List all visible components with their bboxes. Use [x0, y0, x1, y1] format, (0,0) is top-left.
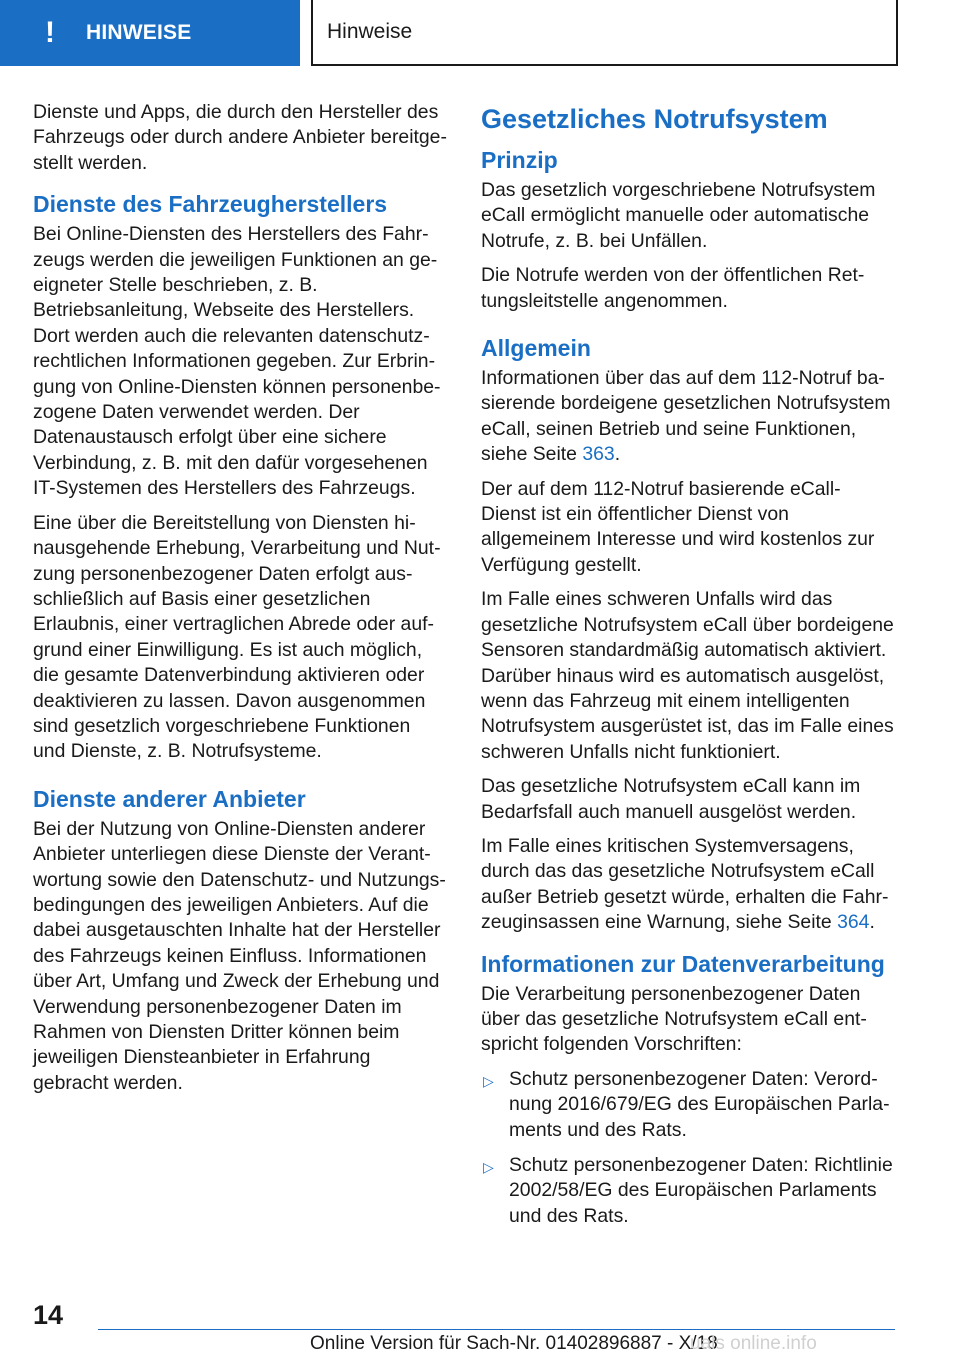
left-column	[33, 100, 447, 1105]
prinzip-paragraph-1: Das gesetzlich vorgeschriebene Notrufsystem eCall ermöglicht manuelle oder automatische Notrufe, z. B. bei Unfällen.	[481, 179, 876, 252]
list-item-text: Schutz personenbezogener Daten: Richtlinie 2002/58/EG des Europäischen Parlaments und des Rats.	[509, 1154, 893, 1227]
exclamation-icon: !	[45, 16, 55, 49]
page-link-363[interactable]: 363	[582, 443, 615, 466]
allgemein-paragraph-2: Der auf dem 112-Notruf basierende eCall-Dienst ist ein öffentlicher Dienst von allgemeinem Interesse und wird kostenlos zur Verfügung gestellt.	[481, 477, 875, 576]
subheading-prinzip: Prinzip	[481, 147, 558, 173]
header-section-tab	[0, 0, 300, 66]
footer-divider	[98, 1329, 895, 1330]
allgemein-paragraph-4: Das gesetzliche Notrufsystem eCall kann im Bedarfsfall auch manuell ausgelöst werden.	[481, 775, 861, 823]
regulation-list	[481, 1067, 895, 1229]
allgemein-paragraph-5-end: .	[869, 911, 875, 934]
manufacturer-services-paragraph-2: Eine über die Bereitstellung von Diensten hinausgehende Erhebung, Verarbeitung und Nutzung personenbezogener Daten erfolgt ausschließlich auf Basis einer gesetzlichen Erlaubnis, einer vertraglichen Abrede oder aufgrund einer Einwilligung. Es ist auch möglich, die gesamte Datenverbindung aktivieren oder deaktivieren zu lassen. Davon ausgenommen sind gesetzlich vorgeschriebene Funktionen und Dienste, z. B. Notrufsysteme.	[33, 511, 441, 763]
allgemein-paragraph-5-text: Im Falle eines kritischen Systemversagens, durch das das gesetzliche Notrufsystem eCall außer Betrieb gesetzt würde, erhalten die Fahrzeuginsassen eine Warnung, siehe Seite	[481, 834, 889, 934]
prinzip-paragraph-2: Die Notrufe werden von der öffentlichen Rettungsleitstelle angenommen.	[481, 264, 865, 312]
watermark: uals online.info	[690, 1333, 817, 1354]
allgemein-paragraph-1-text: Informationen über das auf dem 112-Notruf basierende bordeigene gesetzlichen Notrufsystem eCall, seinen Betrieb und seine Funktionen, siehe Seite	[481, 367, 891, 466]
header-page-title-box	[311, 0, 898, 66]
allgemein-paragraph-5	[481, 834, 895, 936]
subheading-data-processing: Informationen zur Datenverarbeitung	[481, 950, 885, 977]
intro-paragraph: Dienste und Apps, die durch den Hersteller des Fahrzeugs oder durch andere Anbieter bereitgestellt werden.	[33, 101, 447, 174]
main-heading-emergency-system: Gesetzliches Notrufsystem	[481, 104, 828, 134]
section-heading-third-party-services: Dienste anderer Anbieter	[33, 785, 306, 812]
header-page-label: Hinweise	[327, 20, 413, 43]
subheading-allgemein: Allgemein	[481, 335, 591, 362]
data-processing-paragraph: Die Verarbeitung personenbezogener Daten über das gesetzliche Notrufsystem eCall entspricht folgenden Vorschriften:	[481, 982, 867, 1056]
allgemein-paragraph-1	[481, 366, 895, 468]
header-section-label: HINWEISE	[86, 21, 192, 44]
list-item	[481, 1067, 895, 1143]
triangle-bullet-icon: ▷	[483, 1072, 494, 1089]
allgemein-paragraph-3: Im Falle eines schweren Unfalls wird das gesetzliche Notrufsystem eCall über bordeigene Sensoren standardmäßig automatisch aktiviert. Darüber hinaus wird es automatisch ausgelöst, wenn das Fahrzeug mit einem intelligenten Notrufsystem ausgerüstet ist, das im Falle eines schweren Unfalls nicht funktioniert.	[481, 588, 894, 763]
allgemein-paragraph-1-end: .	[614, 443, 621, 466]
page-link-364[interactable]: 364	[837, 911, 870, 934]
page-number: 14	[33, 1300, 64, 1330]
list-item	[481, 1153, 895, 1229]
triangle-bullet-icon: ▷	[483, 1159, 494, 1175]
right-column	[481, 100, 895, 1239]
list-item-text: Schutz personenbezogener Daten: Verordnung 2016/679/EG des Europäischen Parlaments und des Rats.	[509, 1067, 890, 1141]
section-heading-manufacturer-services: Dienste des Fahrzeugherstellers	[33, 191, 388, 218]
third-party-services-paragraph: Bei der Nutzung von Online-Diensten anderer Anbieter unterliegen diese Dienste der Verantwortung sowie den Datenschutz- und Nutzungsbedingungen des jeweiligen Anbieters. Auf die dabei ausgetauschten Inhalte hat der Hersteller des Fahrzeugs keinen Einfluss. Informationen über Art, Umfang und Zweck der Erhebung und Verwendung personenbezogener Daten im Rahmen von Diensten Dritter können beim jeweiligen Diensteanbieter in Erfahrung gebracht werden.	[33, 817, 446, 1094]
footer-version-text: Online Version für Sach-Nr. 01402896887 - X/18	[310, 1333, 718, 1354]
manufacturer-services-paragraph-1: Bei Online-Diensten des Herstellers des Fahrzeugs werden die jeweiligen Funktionen an geeigneter Stelle beschrieben, z. B. Betriebsanleitung, Webseite des Herstellers. Dort werden auch die relevanten datenschutzrechtlichen Informationen gegeben. Zur Erbringung von Online-Diensten können personenbezogene Daten verwendet werden. Der Datenaustausch erfolgt über eine sichere Verbindung, z. B. mit den dafür vorgesehenen IT-Systemen des Herstellers des Fahrzeugs.	[33, 223, 441, 500]
